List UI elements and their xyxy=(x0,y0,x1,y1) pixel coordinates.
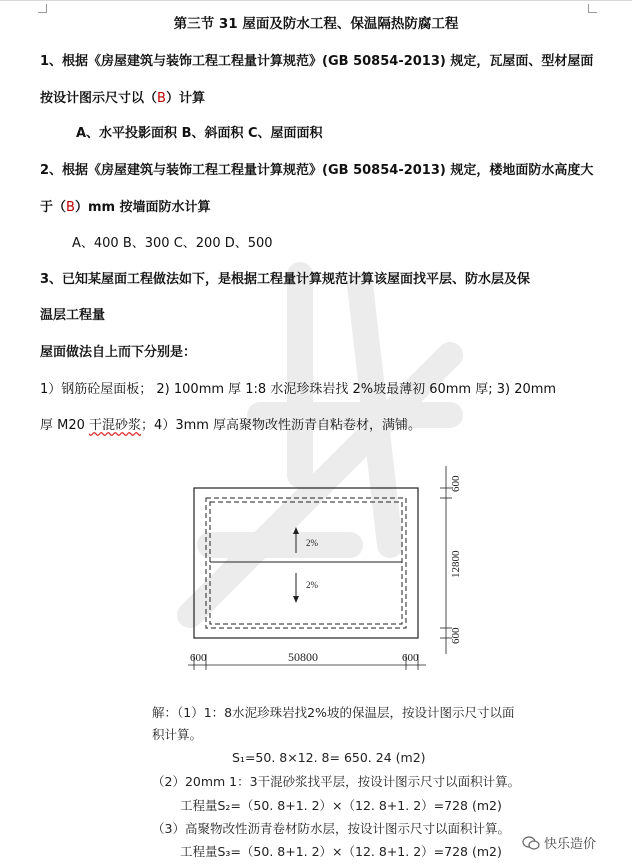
solution-line2: 积计算。 xyxy=(152,727,203,742)
slope-label-bottom: 2% xyxy=(306,580,318,590)
misspell-underline: 干混砂浆 xyxy=(89,418,142,433)
dim-label-left: 600 xyxy=(190,652,207,664)
q3-subheading: 屋面做法自上而下分别是： xyxy=(40,345,197,360)
brand-name: 快乐造价 xyxy=(544,837,597,852)
roof-plan-diagram xyxy=(170,458,470,676)
brand-watermark xyxy=(522,833,596,852)
wechat-icon xyxy=(522,836,540,850)
q1-text-line2: 按设计图示尺寸以（B）计算 xyxy=(40,91,205,106)
q3-description-line1: 1）钢筋砼屋面板； 2) 100mm 厚 1:8 水泥珍珠岩找 2%坡最薄初 60mm 厚; 3) 20mm xyxy=(40,382,557,397)
solution-line1: 解：（1）1：8水泥珍珠岩找2%坡的保温层，按设计图示尺寸以面 xyxy=(152,705,515,720)
solution-line6: （3）高聚物改性沥青卷材防水层，按设计图示尺寸以面积计算。 xyxy=(152,821,510,836)
solution-formula-s3: 工程量S₃=（50. 8+1. 2）×（12. 8+1. 2）=728 (m2) xyxy=(180,844,502,859)
q1-text-line1: 1、根据《房屋建筑与装饰工程工程量计算规范》(GB 50854-2013) 规定，瓦屋面、型材屋面 xyxy=(40,54,594,69)
page-top-border xyxy=(0,0,632,1)
q2-text-line2: 于（B）mm 按墙面防水计算 xyxy=(40,200,211,215)
q3-text-line2: 温层工程量 xyxy=(40,308,106,323)
dim-label-center: 50800 xyxy=(288,650,318,664)
solution-formula-s1: S₁=50. 8×12. 8= 650. 24 (m2) xyxy=(232,750,426,765)
dim-label-right: 600 xyxy=(402,652,419,664)
solution-formula-s2: 工程量S₂=（50. 8+1. 2）×（12. 8+1. 2）=728 (m2) xyxy=(180,798,502,813)
q1-answer: B xyxy=(157,91,166,106)
q2-answer: B xyxy=(66,200,75,215)
dim-label-top: 600 xyxy=(450,475,462,492)
q1-options: A、水平投影面积 B、斜面积 C、屋面面积 xyxy=(76,126,323,141)
q2-text-line1: 2、根据《房屋建筑与装饰工程工程量计算规范》(GB 50854-2013) 规定，楼地面防水高度大 xyxy=(40,163,594,178)
section-title: 第三节 31 屋面及防水工程、保温隔热防腐工程 xyxy=(173,16,459,32)
dim-label-mid: 12800 xyxy=(450,550,462,578)
solution-line4: （2）20mm 1：3干混砂浆找平层，按设计图示尺寸以面积计算。 xyxy=(152,774,521,789)
q3-text-line1: 3、已知某屋面工程做法如下，是根据工程量计算规范计算该屋面找平层、防水层及保 xyxy=(40,272,531,287)
slope-label-top: 2% xyxy=(306,538,318,548)
q3-description-line2: 厚 M20 干混砂浆；4）3mm 厚高聚物改性沥青自粘卷材，满铺。 xyxy=(40,418,422,433)
dim-label-bottom: 600 xyxy=(450,627,462,644)
q2-options: A、400 B、300 C、200 D、500 xyxy=(72,236,273,251)
